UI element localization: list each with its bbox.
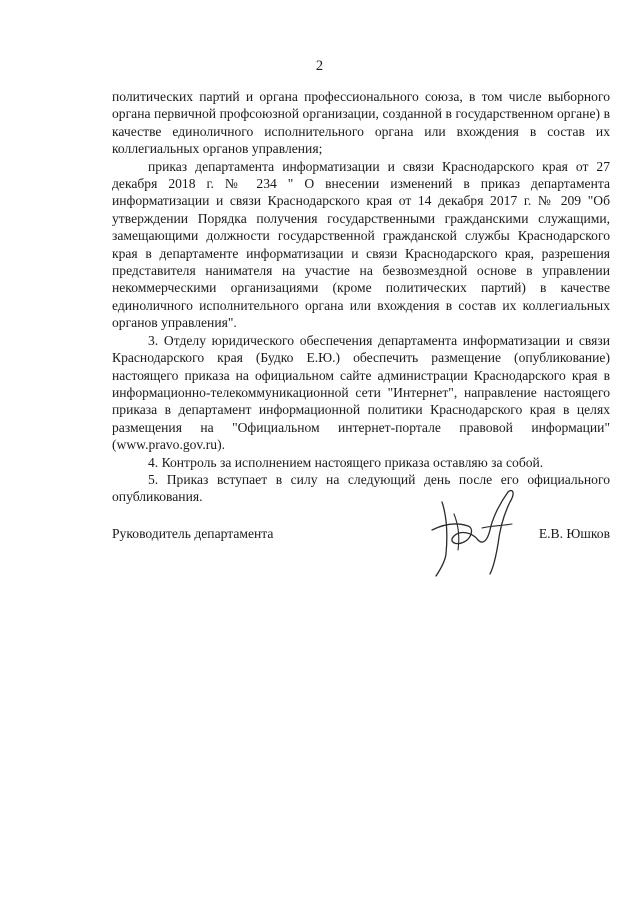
- paragraph-continuation: политических партий и органа профессионального союза, в том числе выборного органа первичной профсоюзной организации, созданной в государственном органе) в качестве единоличного исполнительного органа или вхождения в состав их коллегиальных органов управления;: [112, 89, 610, 157]
- signatory-name: Е.В. Юшков: [538, 526, 610, 541]
- paragraph-item-3: 3. Отделу юридического обеспечения департамента информатизации и связи Краснодарского края (Будко Е.Ю.) обеспечить размещение (опубликование) настоящего приказа на официальном сайте администрации Краснодарского края в информационно-телекоммуникационной сети "Интернет", направление настоящего приказа в департамент информационной политики Краснодарского края в целях размещения на "Официальном интернет-портале правовой информации" (www.pravo.gov.ru).: [112, 332, 610, 453]
- page-number: 2: [315, 58, 324, 74]
- signature-block: [112, 520, 610, 580]
- paragraph-item-4: 4. Контроль за исполнением настоящего приказа оставляю за собой.: [148, 454, 544, 470]
- handwritten-signature: [424, 484, 524, 582]
- signatory-title: Руководитель департамента: [112, 526, 274, 541]
- document-body: [112, 88, 610, 506]
- paragraph-item-5: 5. Приказ вступает в силу на следующий день после его официального опубликования.: [112, 471, 610, 505]
- paragraph-order-reference: приказ департамента информатизации и связи Краснодарского края от 27 декабря 2018 г. № 234 " О внесении изменений в приказ департамента информатизации и связи Краснодарского края от 14 декабря 2017 г. № 209 "Об утверждении Порядка получения государственными гражданскими служащими, замещающими должности государственной гражданской службы Краснодарского края в департаменте информатизации и связи Краснодарского края, разрешения представителя нанимателя на участие на безвозмездной основе в управлении некоммерческими организациями (кроме политических партий) в качестве единоличного исполнительного органа или вхождения в состав их коллегиальных органов управления".: [112, 158, 610, 331]
